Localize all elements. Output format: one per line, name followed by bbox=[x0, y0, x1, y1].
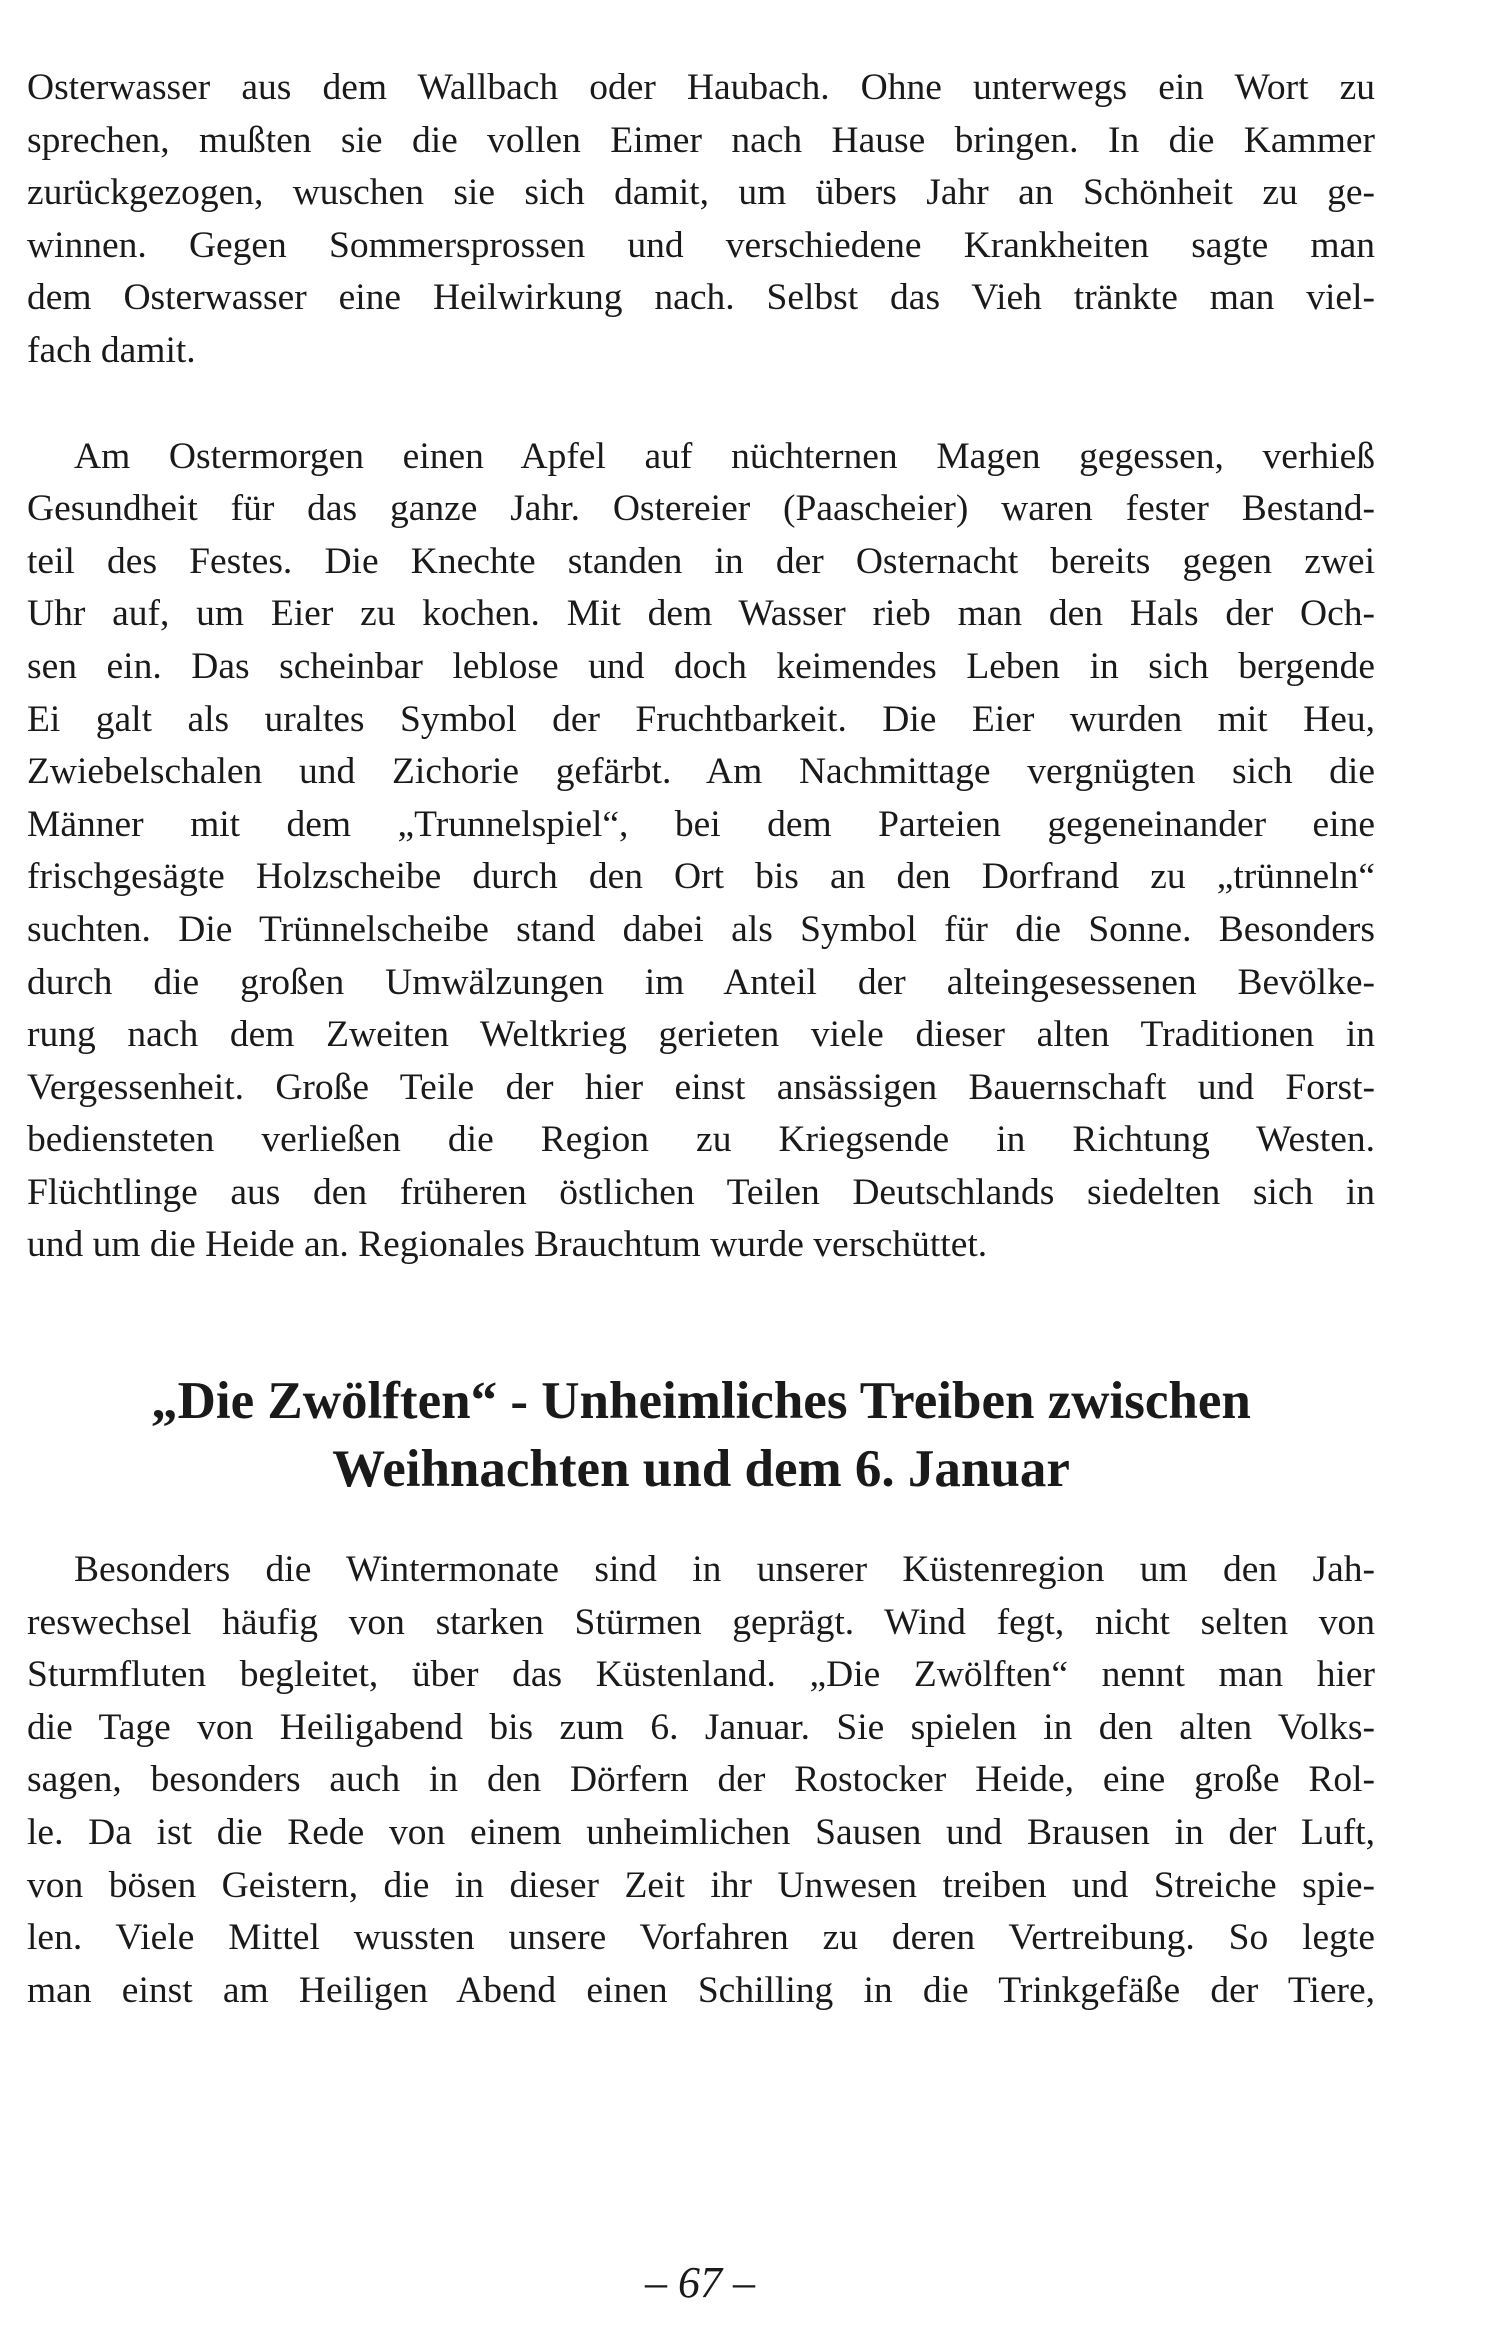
text-line: Flüchtlinge aus den früheren östlichen Teilen Deutschlands siedelten sich in bbox=[27, 1171, 1375, 1213]
text-line: rung nach dem Zweiten Weltkrieg gerieten viele dieser alten Traditionen in bbox=[27, 1014, 1375, 1056]
text-line: die Tage von Heiligabend bis zum 6. Januar. Sie spielen in den alten Volks- bbox=[27, 1706, 1375, 1748]
text-line: len. Viele Mittel wussten unsere Vorfahren zu deren Vertreibung. So legte bbox=[27, 1917, 1375, 1959]
text-line: und um die Heide an. Regionales Brauchtum wurde verschüttet. bbox=[27, 1224, 988, 1266]
text-line: le. Da ist die Rede von einem unheimlichen Sausen und Brausen in der Luft, bbox=[27, 1812, 1375, 1854]
text-line: Vergessenheit. Große Teile der hier einst ansässigen Bauernschaft und Forst- bbox=[27, 1066, 1375, 1108]
text-line: sen ein. Das scheinbar leblose und doch keimendes Leben in sich bergende bbox=[27, 645, 1375, 687]
text-line: frischgesägte Holzscheibe durch den Ort bis an den Dorfrand zu „trünneln“ bbox=[27, 856, 1375, 898]
text-line: Ei galt als uraltes Symbol der Fruchtbarkeit. Die Eier wurden mit Heu, bbox=[27, 698, 1375, 740]
text-line: Männer mit dem „Trunnelspiel“, bei dem Parteien gegeneinander eine bbox=[27, 803, 1375, 845]
text-line: zurückgezogen, wuschen sie sich damit, um übers Jahr an Schönheit zu ge- bbox=[27, 172, 1375, 214]
paragraph-osterwasser bbox=[27, 62, 1375, 378]
section-heading-line-2: Weihnachten und dem 6. Januar bbox=[332, 1440, 1070, 1499]
text-line: Besonders die Wintermonate sind in unserer Küstenregion um den Jah- bbox=[74, 1549, 1375, 1591]
text-line: reswechsel häufig von starken Stürmen geprägt. Wind fegt, nicht selten von bbox=[27, 1601, 1375, 1643]
page-number: – 67 – bbox=[645, 2258, 755, 2307]
text-line: sagen, besonders auch in den Dörfern der Rostocker Heide, eine große Rol- bbox=[27, 1759, 1375, 1801]
text-line: teil des Festes. Die Knechte standen in der Osternacht bereits gegen zwei bbox=[27, 540, 1375, 582]
text-line: von bösen Geistern, die in dieser Zeit ihr Unwesen treiben und Streiche spie- bbox=[27, 1864, 1375, 1906]
text-line: durch die großen Umwälzungen im Anteil der alteingesessenen Bevölke- bbox=[27, 961, 1375, 1003]
text-line: Osterwasser aus dem Wallbach oder Haubach. Ohne unterwegs ein Wort zu bbox=[27, 67, 1375, 108]
section-heading bbox=[27, 1367, 1375, 1503]
text-line: winnen. Gegen Sommersprossen und verschiedene Krankheiten sagte man bbox=[27, 224, 1375, 266]
text-line: Sturmfluten begleitet, über das Küstenland. „Die Zwölften“ nennt man hier bbox=[27, 1654, 1375, 1696]
text-line: man einst am Heiligen Abend einen Schilling in die Trinkgefäße der Tiere, bbox=[27, 1969, 1375, 2011]
text-line: Uhr auf, um Eier zu kochen. Mit dem Wasser rieb man den Hals der Och- bbox=[27, 593, 1375, 635]
section-heading-line-1: „Die Zwölften“ - Unheimliches Treiben zwischen bbox=[151, 1372, 1251, 1431]
text-line: Am Ostermorgen einen Apfel auf nüchternen Magen gegessen, verhieß bbox=[74, 435, 1375, 477]
paragraph-ostermorgen bbox=[27, 431, 1375, 1273]
text-line: suchten. Die Trünnelscheibe stand dabei als Symbol für die Sonne. Besonders bbox=[27, 908, 1375, 950]
page-content bbox=[27, 62, 1375, 2017]
text-line: Zwiebelschalen und Zichorie gefärbt. Am Nachmittage vergnügten sich die bbox=[27, 751, 1375, 793]
text-line: fach damit. bbox=[27, 329, 196, 371]
text-line: bediensteten verließen die Region zu Kriegsende in Richtung Westen. bbox=[27, 1119, 1375, 1161]
text-line: dem Osterwasser eine Heilwirkung nach. Selbst das Vieh tränkte man viel- bbox=[27, 277, 1375, 319]
text-line: Gesundheit für das ganze Jahr. Ostereier (Paascheier) waren fester Bestand- bbox=[27, 488, 1375, 530]
paragraph-zwoelften bbox=[27, 1544, 1375, 2017]
text-line: sprechen, mußten sie die vollen Eimer nach Hause bringen. In die Kammer bbox=[27, 119, 1375, 161]
